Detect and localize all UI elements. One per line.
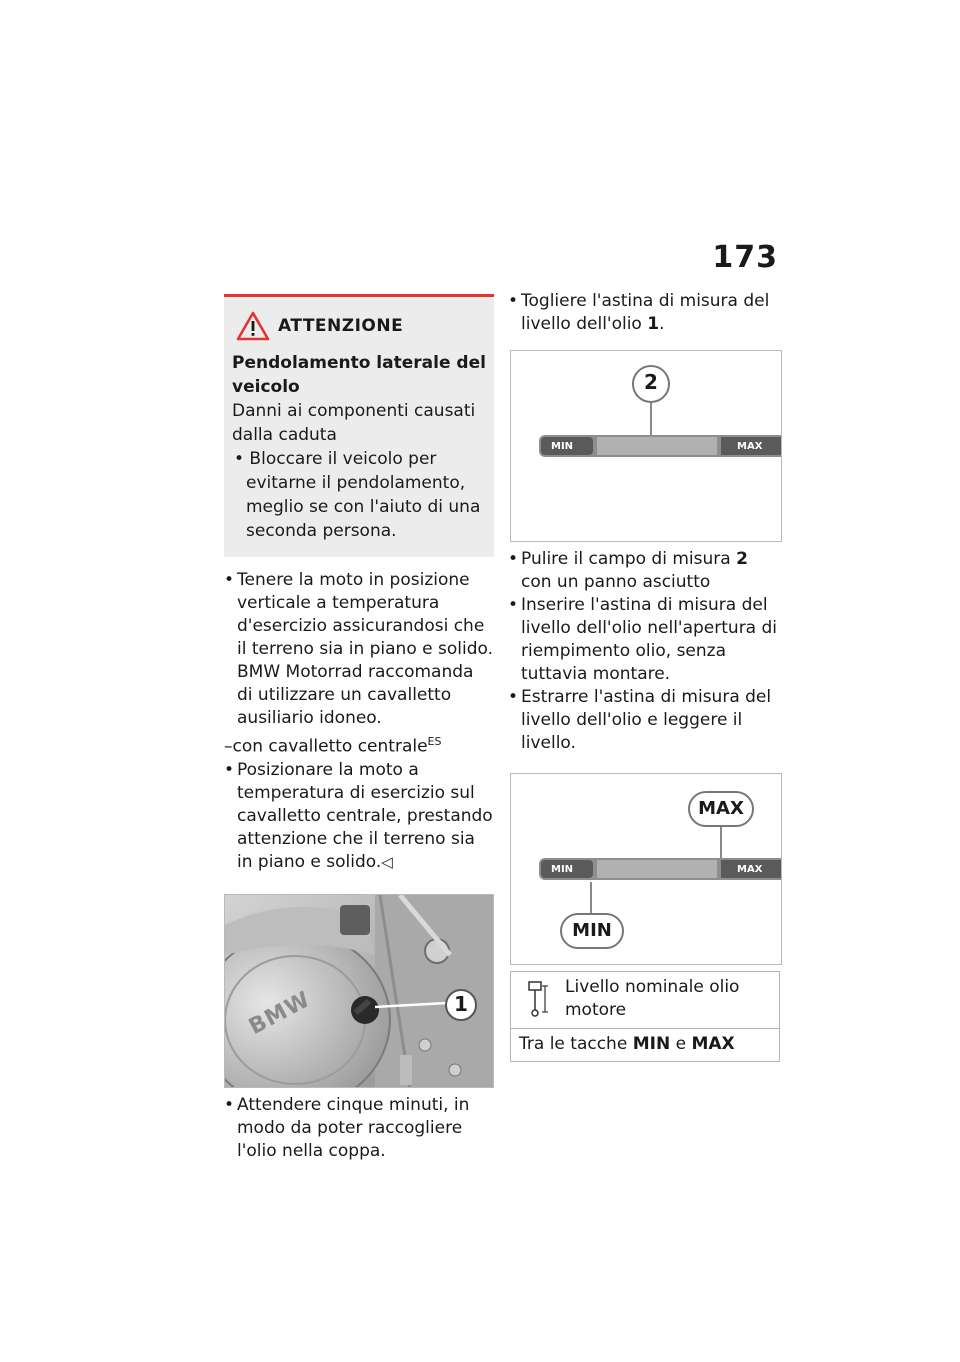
warning-triangle-icon bbox=[236, 311, 270, 341]
dash-icon: – bbox=[224, 736, 233, 757]
bullet-icon: • bbox=[224, 759, 235, 780]
warning-header bbox=[236, 311, 486, 341]
callout-max: MAX bbox=[698, 798, 744, 819]
engine-callout-1: 1 bbox=[454, 991, 468, 1016]
list-item: • Inserire l'astina di misura del livello dell'olio nell'apertura di riempimento olio, senza tuttavia montare. bbox=[508, 595, 778, 684]
dipstick-max-mark: MAX bbox=[737, 864, 763, 875]
end-mark-icon: ◁ bbox=[381, 852, 393, 871]
dipstick-figure-clean bbox=[510, 350, 782, 542]
bullet-icon: • bbox=[508, 687, 519, 707]
list-item: • Tenere la moto in posizione verticale a temperatura d'esercizio assicurandosi che il terreno sia in piano e solido. BMW Motorrad raccomanda di utilizzare un cavalletto ausiliario idoneo. bbox=[224, 570, 493, 728]
spec-header bbox=[511, 972, 779, 1029]
bullet-icon: • bbox=[508, 291, 519, 311]
spec-value: Tra le tacche MIN e MAX bbox=[519, 1034, 735, 1054]
spec-label: Livello nominale olio motore bbox=[565, 977, 740, 1020]
bullet-icon: • bbox=[224, 1094, 235, 1115]
warning-subtitle: Pendolamento laterale del veicolo bbox=[232, 353, 486, 397]
list-item: • Estrarre l'astina di misura del livello dell'olio e leggere il livello. bbox=[508, 687, 772, 753]
condition-item: –con cavalletto centrale$^{ES}$ bbox=[224, 735, 442, 757]
bullet-icon: • bbox=[508, 549, 519, 569]
right-column bbox=[508, 290, 780, 1062]
bullet-icon: • bbox=[508, 595, 519, 615]
list-item: • Posizionare la moto a temperatura di esercizio sul cavalletto centrale, prestando attenzione che il terreno sia in piano e solido.◁ bbox=[224, 759, 493, 872]
warning-title: ATTENZIONE bbox=[278, 316, 404, 336]
warning-box bbox=[224, 294, 494, 557]
list-item: • Pulire il campo di misura 2 con un panno asciutto bbox=[508, 549, 748, 592]
left-column bbox=[224, 294, 494, 1163]
left-instructions bbox=[224, 569, 494, 874]
page-number: 173 bbox=[712, 240, 778, 275]
oil-level-icon bbox=[515, 976, 559, 1020]
bullet-icon: • bbox=[224, 570, 235, 590]
dipstick-min-mark: MIN bbox=[551, 864, 574, 875]
engine-figure bbox=[224, 894, 494, 1088]
callout-min: MIN bbox=[572, 920, 612, 941]
dipstick-min-mark: MIN bbox=[551, 441, 574, 452]
warning-text: Danni ai componenti causati dalla caduta bbox=[232, 401, 476, 445]
engine-logo-text: BMW bbox=[244, 986, 315, 1040]
dipstick-figure-levels bbox=[510, 773, 782, 965]
list-item: • Togliere l'astina di misura del livello dell'olio 1. bbox=[508, 291, 770, 334]
dipstick-callout-2: 2 bbox=[644, 370, 658, 394]
list-item: • Attendere cinque minuti, in modo da poter raccogliere l'olio nella coppa. bbox=[224, 1094, 470, 1161]
dipstick-max-mark: MAX bbox=[737, 441, 763, 452]
warning-bullet: • Bloccare il veicolo per evitarne il pendolamento, meglio se con l'aiuto di una seconda persona. bbox=[234, 449, 481, 541]
spec-table bbox=[510, 971, 780, 1062]
condition-superscript: ES bbox=[427, 735, 442, 748]
